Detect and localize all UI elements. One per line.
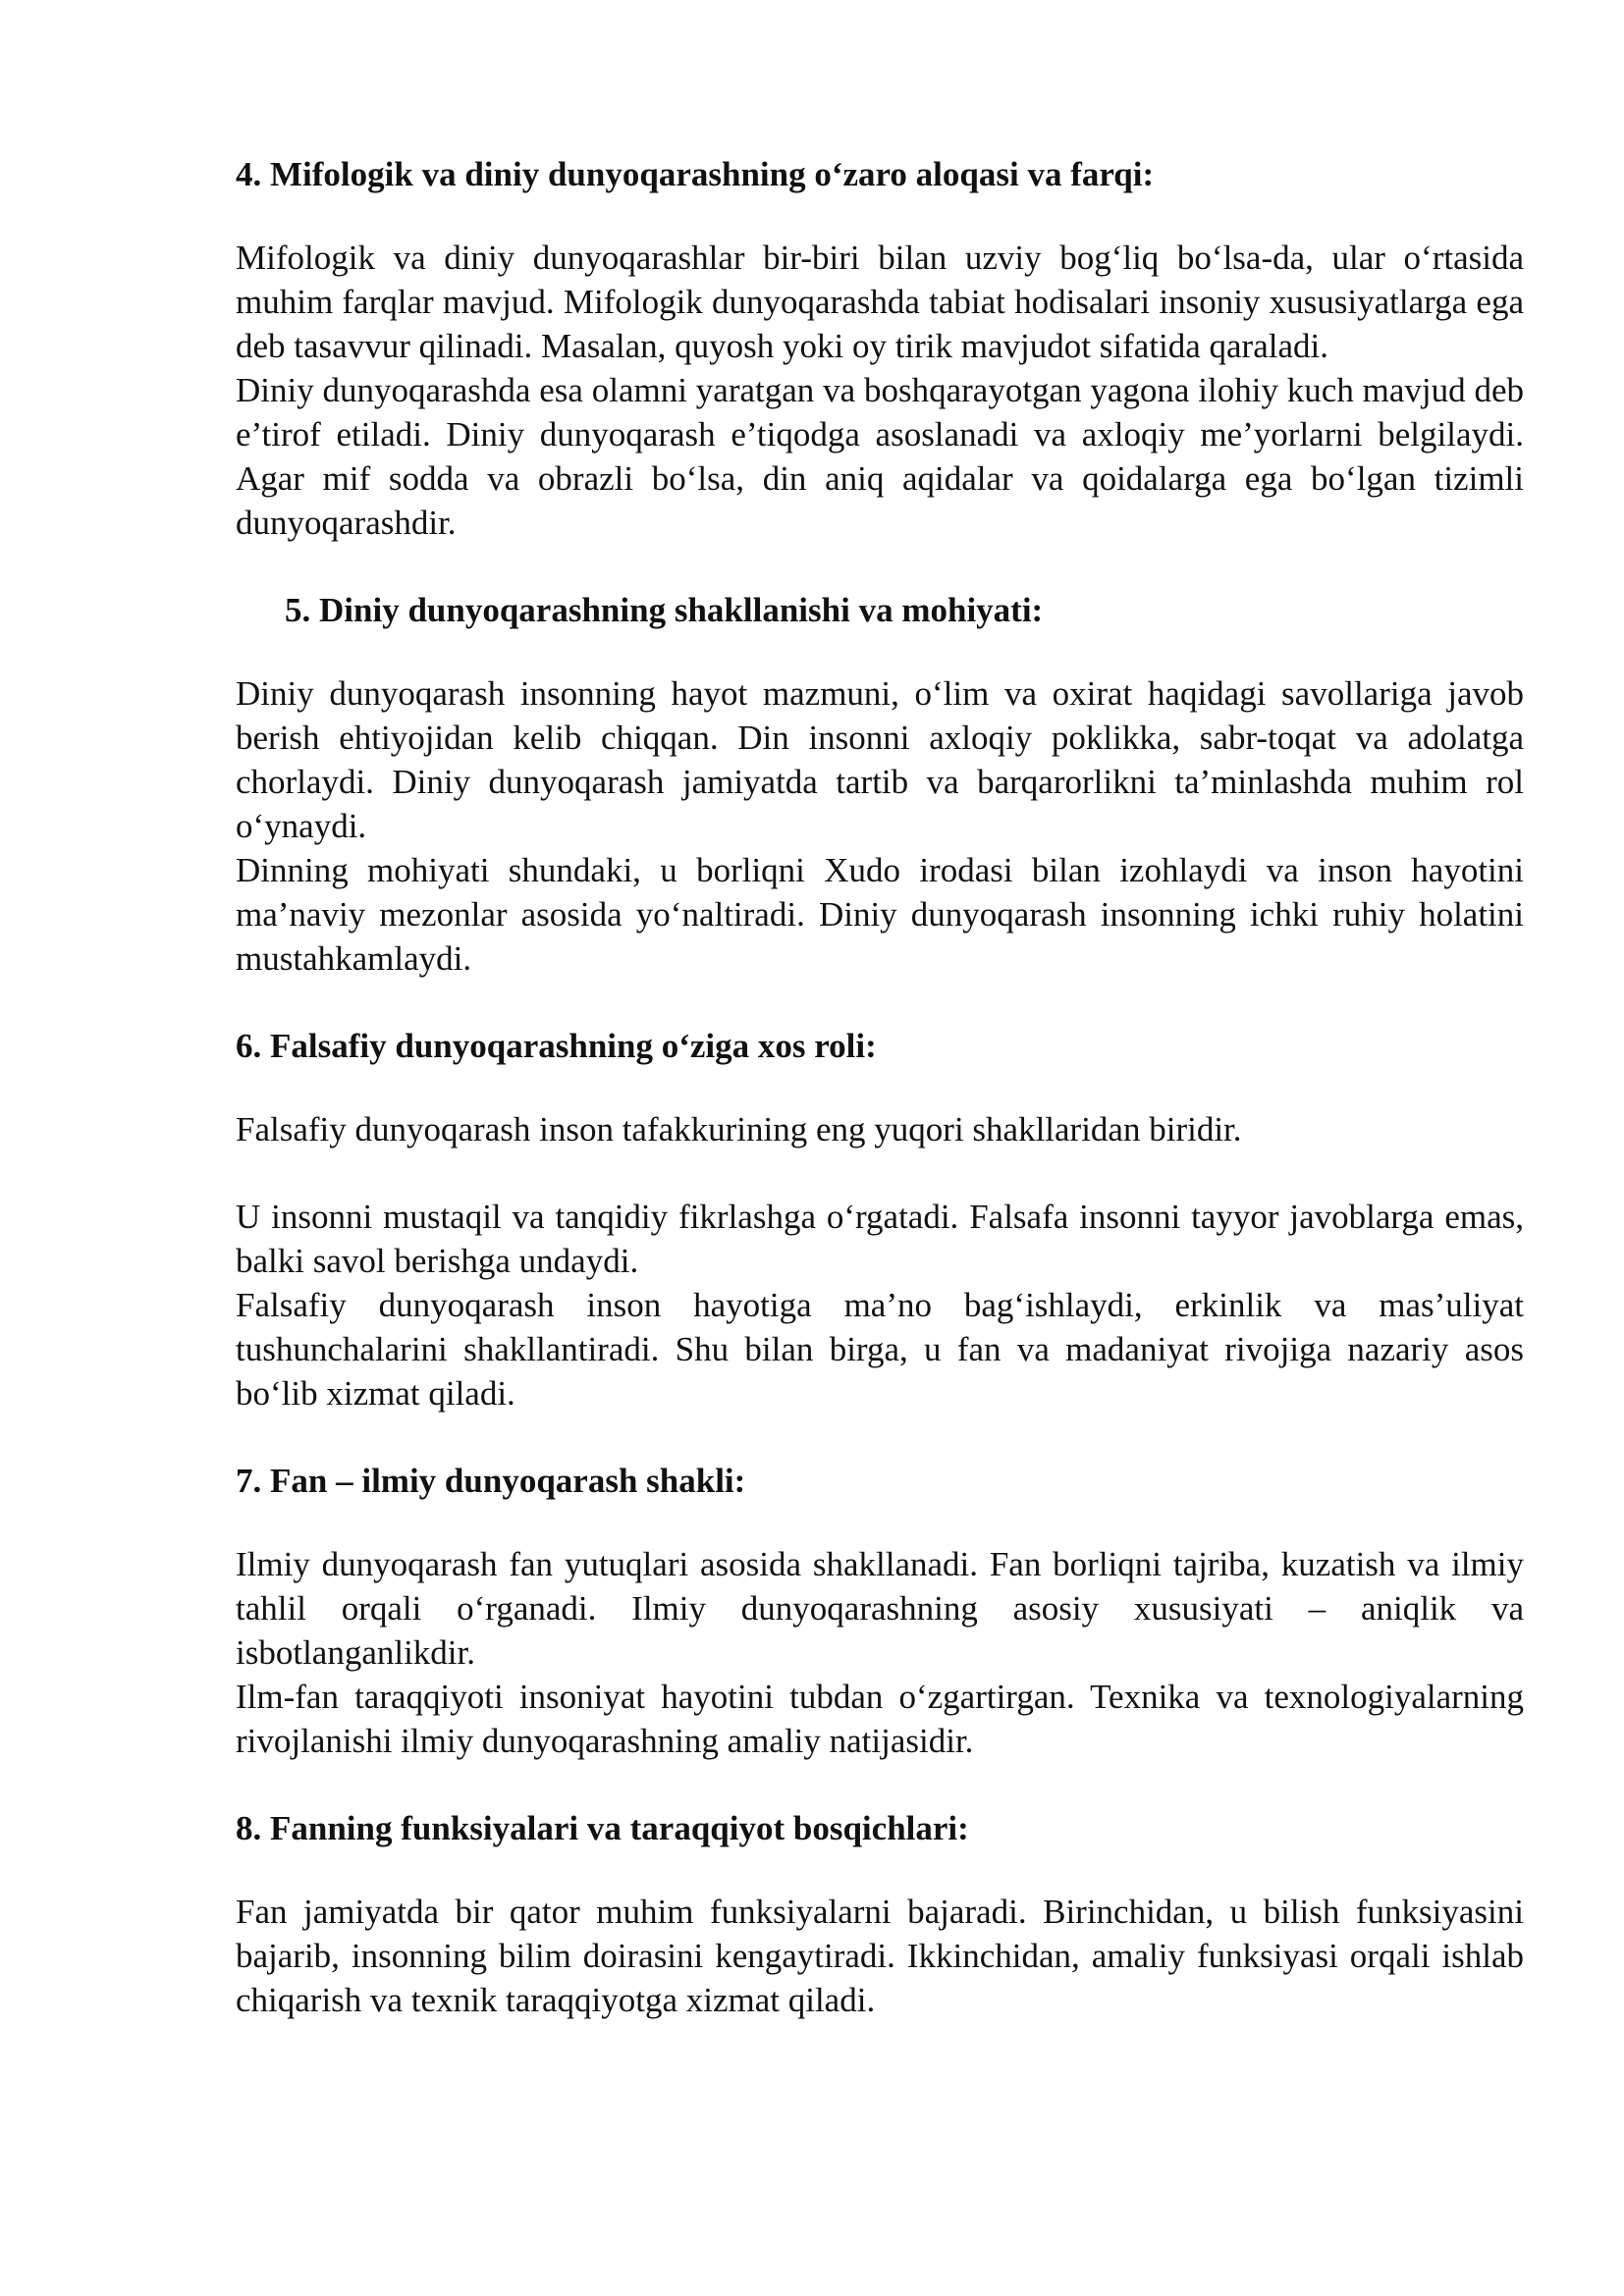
section-body	[236, 1542, 1524, 1763]
paragraph: Diniy dunyoqarashda esa olamni yaratgan va boshqarayotgan yagona ilohiy kuch mavjud deb e’tirof etiladi. Diniy dunyoqarash e’tiqodga asoslanadi va axloqiy me’yorlarni belgilaydi. Agar mif sodda va obrazli bo‘lsa, din aniq aqidalar va qoidalarga ega bo‘lgan tizimli dunyoqarashdir.	[236, 371, 1524, 542]
document-page	[236, 152, 1524, 2065]
paragraph-spacer	[236, 1151, 1524, 1195]
section-heading: 6. Falsafiy dunyoqarashning o‘ziga xos roli:	[236, 1027, 877, 1065]
section-heading: 7. Fan – ilmiy dunyoqarash shakli:	[236, 1462, 746, 1500]
section-heading: 5. Diniy dunyoqarashning shakllanishi va mohiyati:	[285, 591, 1044, 629]
paragraph: Falsafiy dunyoqarash inson tafakkurining eng yuqori shakllaridan biridir.	[236, 1110, 1242, 1148]
paragraph: Ilmiy dunyoqarash fan yutuqlari asosida shakllanadi. Fan borliqni tajriba, kuzatish va ilmiy tahlil orqali o‘rganadi. Ilmiy dunyoqarashning asosiy xususiyati – aniqlik va isbotlanganlikdir.	[236, 1545, 1524, 1672]
section-heading: 8. Fanning funksiyalari va taraqqiyot bosqichlari:	[236, 1809, 969, 1847]
paragraph: Falsafiy dunyoqarash inson hayotiga ma’no bag‘ishlaydi, erkinlik va mas’uliyat tushunchalarini shakllantiradi. Shu bilan birga, u fan va madaniyat rivojiga nazariy asos bo‘lib xizmat qiladi.	[236, 1286, 1524, 1413]
section-heading: 4. Mifologik va diniy dunyoqarashning o‘zaro aloqasi va farqi:	[236, 155, 1155, 193]
paragraph: Fan jamiyatda bir qator muhim funksiyalarni bajaradi. Birinchidan, u bilish funksiyasini bajarib, insonning bilim doirasini kengaytiradi. Ikkinchidan, amaliy funksiyasi orqali ishlab chiqarish va texnik taraqqiyotga xizmat qiladi.	[236, 1893, 1524, 2019]
section-body	[236, 1890, 1524, 2022]
paragraph: Diniy dunyoqarash insonning hayot mazmuni, o‘lim va oxirat haqidagi savollariga javob berish ehtiyojidan kelib chiqqan. Din insonni axloqiy poklikka, sabr-toqat va adolatga chorlaydi. Diniy dunyoqarash jamiyatda tartib va barqarorlikni ta’minlashda muhim rol o‘ynaydi.	[236, 674, 1524, 845]
paragraph: U insonni mustaqil va tanqidiy fikrlashga o‘rgatadi. Falsafa insonni tayyor javoblarga emas, balki savol berishga undaydi.	[236, 1198, 1524, 1280]
paragraph: Mifologik va diniy dunyoqarashlar bir-biri bilan uzviy bog‘liq bo‘lsa-da, ular o‘rtasida muhim farqlar mavjud. Mifologik dunyoqarashda tabiat hodisalari insoniy xususiyatlarga ega deb tasavvur qilinadi. Masalan, quyosh yoki oy tirik mavjudot sifatida qaraladi.	[236, 239, 1524, 365]
section-body	[236, 236, 1524, 545]
paragraph: Ilm-fan taraqqiyoti insoniyat hayotini tubdan o‘zgartirgan. Texnika va texnologiyalarning rivojlanishi ilmiy dunyoqarashning amaliy natijasidir.	[236, 1678, 1524, 1760]
paragraph: Dinning mohiyati shundaki, u borliqni Xudo irodasi bilan izohlaydi va inson hayotini ma’naviy mezonlar asosida yo‘naltiradi. Diniy dunyoqarash insonning ichki ruhiy holatini mustahkamlaydi.	[236, 851, 1524, 978]
section-body	[236, 671, 1524, 981]
section-body	[236, 1107, 1524, 1415]
